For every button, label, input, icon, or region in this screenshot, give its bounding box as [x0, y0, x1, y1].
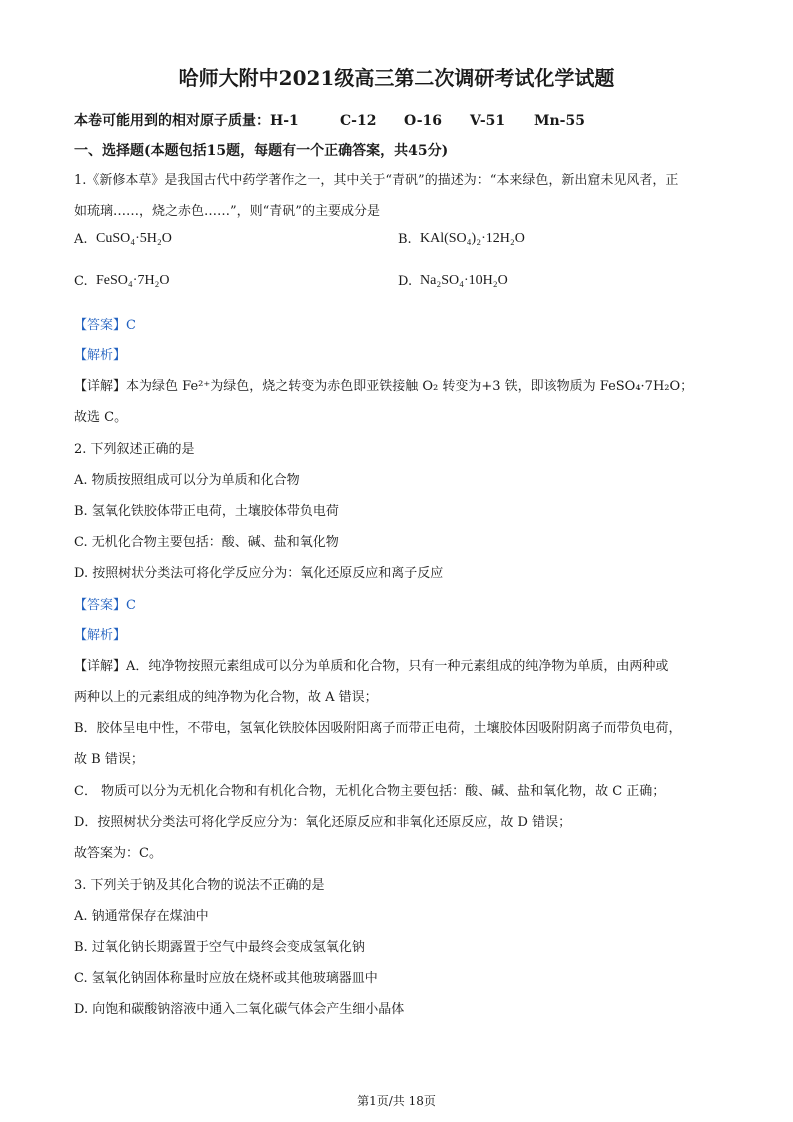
q2-analysis: 【解析】 — [74, 628, 127, 643]
q2-option-a: A. 物质按照组成可以分为单质和化合物 — [74, 473, 300, 488]
q2-stem: 2. 下列叙述正确的是 — [74, 442, 195, 457]
q3-option-b: B. 过氧化钠长期露置于空气中最终会变成氢氧化钠 — [74, 940, 365, 955]
q2-detail-line: D．按照树状分类法可将化学反应分为：氧化还原反应和非氧化还原反应，故 D 错误； — [74, 815, 572, 830]
atomic-masses — [74, 110, 585, 130]
section-heading: 一、选择题(本题包括15题，每题有一个正确答案，共45分) — [74, 143, 449, 159]
q2-option-c: C. 无机化合物主要包括：酸、碱、盐和氧化物 — [74, 535, 339, 550]
q2-detail-line: 故答案为：C。 — [74, 846, 162, 861]
page-footer: 第1页/共 18页 — [357, 1094, 436, 1108]
q1-option-b: KAl(SO₄)₂·12H₂O — [420, 231, 525, 246]
q2-option-b: B. 氢氧化铁胶体带正电荷，土壤胶体带负电荷 — [74, 504, 339, 519]
page-title: 哈师大附中2021级高三第二次调研考试化学试题 — [178, 66, 615, 90]
q3-option-d: D. 向饱和碳酸钠溶液中通入二氧化碳气体会产生细小晶体 — [74, 1002, 405, 1017]
mass-h: H-1 — [270, 113, 299, 129]
mass-o: O-16 — [404, 113, 443, 129]
q1-option-b-label: B. — [398, 232, 412, 247]
q2-detail-line: 【详解】A．纯净物按照元素组成可以分为单质和化合物，只有一种元素组成的纯净物为单质，由两种或 — [74, 659, 669, 674]
q1-answer: 【答案】C — [74, 318, 136, 333]
q1-stem-line2: 如琉璃……，烧之赤色……”，则“青矾”的主要成分是 — [74, 204, 380, 219]
q1-option-d-label: D. — [398, 274, 413, 289]
q2-detail-line: C． 物质可以分为无机化合物和有机化合物，无机化合物主要包括：酸、碱、盐和氧化物，故 C 正确； — [74, 784, 666, 799]
q1-detail-line2: 故选 C。 — [74, 410, 128, 425]
mass-mn: Mn-55 — [534, 113, 585, 129]
q1-option-d: Na₂SO₄·10H₂O — [420, 273, 508, 288]
q1-option-c: FeSO₄·7H₂O — [96, 273, 170, 288]
q2-detail-line: 故 B 错误； — [74, 752, 144, 767]
q1-option-c-label: C. — [74, 274, 88, 289]
q2-option-d: D. 按照树状分类法可将化学反应分为：氧化还原反应和离子反应 — [74, 566, 444, 581]
q1-stem-line1: 1.《新修本草》是我国古代中药学著作之一，其中关于“青矾”的描述为：“本来绿色，新出窟未见风者，正 — [74, 173, 679, 188]
q1-option-a: CuSO₄·5H₂O — [96, 231, 172, 246]
q3-option-a: A. 钠通常保存在煤油中 — [74, 909, 209, 924]
q3-option-c: C. 氢氧化钠固体称量时应放在烧杯或其他玻璃器皿中 — [74, 971, 378, 986]
q2-detail-line: 两种以上的元素组成的纯净物为化合物，故 A 错误； — [74, 690, 378, 705]
mass-c: C-12 — [340, 113, 377, 129]
q3-stem: 3. 下列关于钠及其化合物的说法不正确的是 — [74, 878, 325, 893]
atomic-masses-label: 本卷可能用到的相对原子质量： — [74, 113, 270, 129]
q1-detail-line1: 【详解】本为绿色 Fe²⁺为绿色，烧之转变为赤色即亚铁接触 O₂ 转变为+3 铁，即该物质为 FeSO₄·7H₂O； — [74, 379, 694, 394]
q1-option-a-label: A. — [74, 232, 88, 247]
q2-detail-line: B．胶体呈电中性，不带电，氢氧化铁胶体因吸附阳离子而带正电荷，土壤胶体因吸附阴离子而带负电荷， — [74, 721, 682, 736]
mass-v: V-51 — [470, 113, 506, 129]
q2-answer: 【答案】C — [74, 598, 136, 613]
q1-analysis: 【解析】 — [74, 348, 127, 363]
